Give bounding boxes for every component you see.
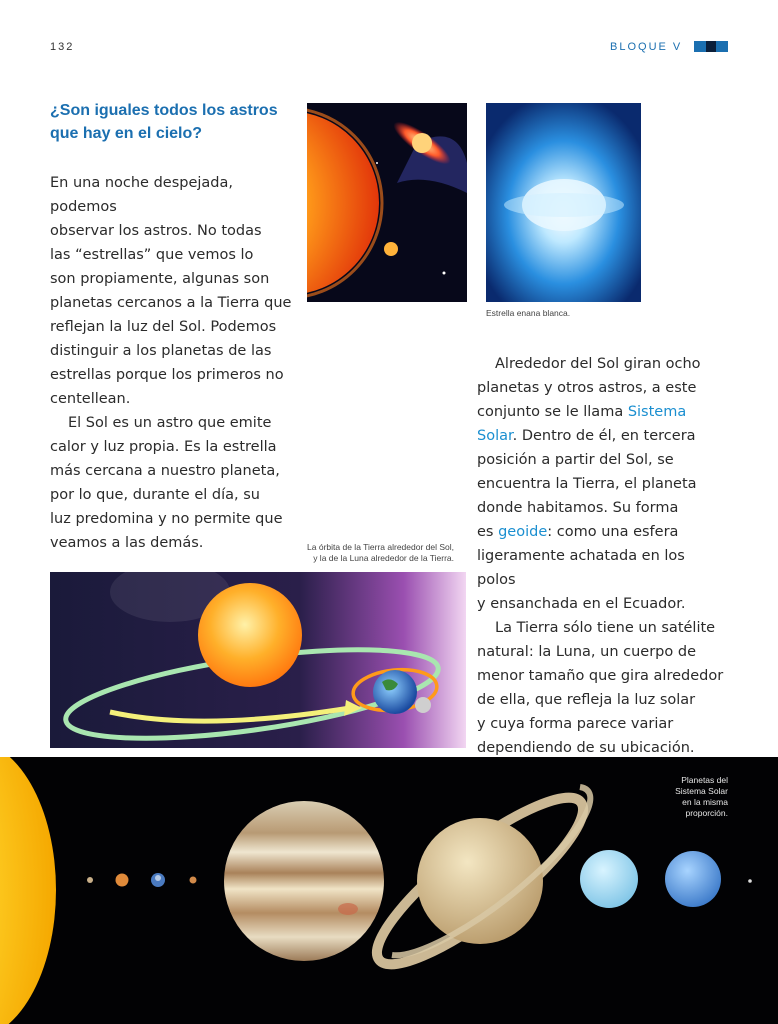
text-line: observar los astros. No todas [50, 223, 262, 239]
caption-white-dwarf: Estrella enana blanca. [486, 308, 571, 318]
glossary-link-geoide[interactable]: geoide [498, 524, 548, 540]
sun-star-image [307, 103, 467, 302]
text-line: encuentra la Tierra, el planeta [477, 476, 697, 492]
section-title-line: que hay en el cielo? [50, 125, 203, 142]
text-line [477, 520, 727, 544]
glossary-link-sistema-solar[interactable]: Solar [477, 428, 513, 444]
text-line: ligeramente achatada en los polos [477, 548, 685, 588]
text-line: El Sol es un astro que emite [68, 415, 272, 431]
section-title [50, 99, 290, 145]
text-line: son propiamente, algunas son [50, 271, 270, 287]
text-line [477, 424, 727, 448]
text-line: luz predomina y no permite que [50, 511, 283, 527]
text-line: Alrededor del Sol giran ocho [495, 356, 701, 372]
white-dwarf-image [486, 103, 641, 302]
text-line: En una noche despejada, podemos [50, 175, 234, 215]
text-line: posición a partir del Sol, se [477, 452, 674, 468]
text-line: de ella, que refleja la luz solar [477, 692, 696, 708]
caption-line: en la misma [682, 797, 728, 807]
paragraph-sun [50, 411, 295, 555]
text-line: natural: la Luna, un cuerpo de [477, 644, 696, 660]
text-line: distinguir a los planetas de las [50, 343, 272, 359]
text-line: planetas y otros astros, a este [477, 380, 697, 396]
text-line: donde habitamos. Su forma [477, 500, 679, 516]
paragraph-night-sky [50, 171, 295, 411]
planets-image [0, 757, 778, 1024]
caption-line: proporción. [685, 808, 728, 818]
text-line: dependiendo de su ubicación. [477, 740, 695, 756]
white-dwarf-illustration [486, 103, 641, 302]
text-line: reflejan la luz del Sol. Podemos [50, 319, 277, 335]
caption-orbit [240, 542, 454, 564]
page-number: 132 [50, 41, 75, 53]
text-fragment: . Dentro de él, en tercera [512, 428, 696, 444]
text-line: La Tierra sólo tiene un satélite [495, 620, 716, 636]
caption-planets [675, 775, 728, 819]
orbit-illustration [50, 572, 466, 748]
text-line: centellean. [50, 391, 131, 407]
caption-line: Planetas del [681, 775, 728, 785]
sun-star-illustration [307, 103, 467, 302]
text-line: estrellas porque los primeros no [50, 367, 284, 383]
paragraph-moon [477, 616, 727, 760]
left-column-text [50, 171, 295, 555]
caption-line: Sistema Solar [675, 786, 728, 796]
text-fragment: : como una esfera [547, 524, 679, 540]
block-color-bar [694, 41, 728, 52]
text-line: más cercana a nuestro planeta, [50, 463, 280, 479]
text-fragment: conjunto se le llama [477, 404, 628, 420]
text-line: calor y luz propia. Es la estrella [50, 439, 277, 455]
right-column-text [477, 352, 727, 760]
block-label: BLOQUE V [610, 41, 683, 53]
text-fragment: es [477, 524, 499, 540]
text-line [477, 400, 727, 424]
planets-illustration [0, 757, 778, 1024]
text-line: menor tamaño que gira alrededor [477, 668, 724, 684]
caption-line: y la de la Luna alrededor de la Tierra. [313, 553, 454, 563]
glossary-link-sistema-solar[interactable]: Sistema [627, 404, 687, 420]
orbit-image [50, 572, 466, 748]
text-line: por lo que, durante el día, su [50, 487, 260, 503]
text-line: las “estrellas” que vemos lo [50, 247, 254, 263]
paragraph-solar-system [477, 352, 727, 616]
text-line: y cuya forma parece variar [477, 716, 674, 732]
text-line: planetas cercanos a la Tierra que [50, 295, 292, 311]
text-line: veamos a las demás. [50, 535, 204, 551]
text-line: y ensanchada en el Ecuador. [477, 596, 686, 612]
caption-line: La órbita de la Tierra alrededor del Sol, [307, 542, 454, 552]
section-title-line: ¿Son iguales todos los astros [50, 102, 278, 119]
